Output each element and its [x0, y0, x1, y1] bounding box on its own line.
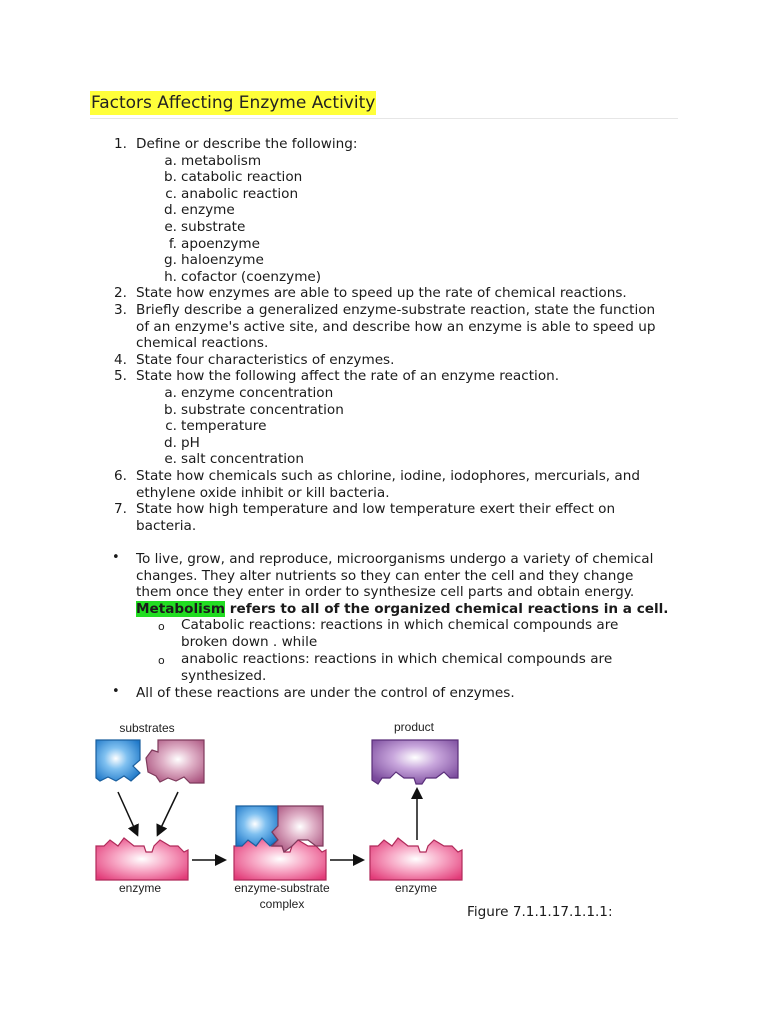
item-number: e. — [164, 451, 177, 468]
product-shape — [372, 740, 458, 784]
catabolic-line: broken down . while — [181, 634, 318, 650]
substrates-label: substrates — [119, 721, 175, 735]
item-text: temperature — [181, 418, 267, 435]
item-number: d. — [164, 202, 177, 219]
paragraph-line: changes. They alter nutrients so they can enter the cell and they change — [136, 567, 634, 584]
item-number: b. — [164, 169, 177, 186]
enzyme-label: enzyme — [394, 881, 438, 895]
figure-caption: Figure 7.1.1.17.1.1.1: — [467, 904, 613, 920]
paragraph-line: All of these reactions are under the control of enzymes. — [136, 685, 515, 701]
item-text: State how enzymes are able to speed up the rate of chemical reactions. — [136, 285, 627, 302]
complex-blue-substrate-shape — [236, 806, 278, 846]
bullet-marker: • — [112, 684, 120, 699]
item-number: h. — [164, 268, 177, 285]
arrow-icon — [118, 792, 137, 834]
item-number: b. — [164, 401, 177, 418]
item-text: enzyme concentration — [181, 385, 334, 401]
item-number: d. — [164, 434, 177, 451]
sub-bullet-marker: o — [158, 654, 165, 667]
item-number: a. — [164, 152, 177, 169]
item-text: of an enzyme's active site, and describe how an enzyme is able to speed up — [136, 318, 656, 335]
item-text: ethylene oxide inhibit or kill bacteria. — [136, 484, 390, 501]
item-number: 4. — [114, 351, 127, 368]
catabolic-line: Catabolic reactions: reactions in which chemical compounds are — [181, 617, 619, 633]
item-number: e. — [164, 219, 177, 235]
item-text: enzyme — [181, 202, 235, 219]
enzyme-label: enzyme — [118, 881, 162, 895]
item-text: metabolism — [181, 152, 262, 169]
complex-label-line2: complex — [259, 897, 305, 911]
enzyme-shape — [96, 838, 188, 880]
item-number: f. — [168, 235, 177, 252]
paragraph-line: them once they enter in order to synthesize cell parts and obtain energy. — [136, 584, 635, 601]
item-text: State how high temperature and low temperature exert their effect on — [136, 501, 616, 518]
item-text: State four characteristics of enzymes. — [136, 351, 395, 368]
item-text: pH — [181, 434, 200, 451]
item-text: salt concentration — [181, 451, 304, 468]
item-text: Define or describe the following: — [136, 136, 358, 152]
item-number: 1. — [114, 136, 127, 152]
item-number: 7. — [114, 501, 127, 518]
item-text: State how chemicals such as chlorine, iodine, iodophores, mercurials, and — [136, 468, 640, 484]
item-number: 2. — [114, 285, 127, 302]
item-number: c. — [165, 185, 177, 202]
item-text: catabolic reaction — [181, 169, 303, 186]
arrow-icon — [158, 792, 178, 834]
item-number: 6. — [114, 468, 127, 484]
complex-label-line1: enzyme-substrate — [234, 881, 330, 895]
item-text: Briefly describe a generalized enzyme-substrate reaction, state the function — [136, 302, 656, 318]
item-text: bacteria. — [136, 517, 197, 534]
sub-bullet-marker: o — [158, 620, 165, 633]
item-number: c. — [165, 418, 177, 435]
bullet-marker: • — [112, 550, 120, 565]
metabolism-highlight: Metabolism — [136, 600, 226, 617]
item-text: substrate concentration — [181, 401, 344, 418]
enzyme-shape — [370, 838, 462, 880]
product-label: product — [393, 720, 435, 734]
item-text: State how the following affect the rate of an enzyme reaction. — [136, 368, 560, 385]
item-number: 5. — [114, 368, 127, 385]
item-text: apoenzyme — [181, 235, 261, 252]
item-text: anabolic reaction — [181, 185, 299, 202]
item-text: chemical reactions. — [136, 335, 269, 352]
item-number: a. — [164, 385, 177, 401]
blue-substrate-shape — [96, 740, 140, 781]
item-number: 3. — [114, 302, 127, 318]
document-title: Factors Affecting Enzyme Activity — [91, 93, 376, 113]
anabolic-line: anabolic reactions: reactions in which chemical compounds are — [181, 651, 613, 667]
item-text: cofactor (coenzyme) — [181, 268, 322, 285]
item-text: haloenzyme — [181, 252, 264, 269]
paragraph-line: To live, grow, and reproduce, microorganisms undergo a variety of chemical — [136, 551, 654, 567]
mauve-substrate-shape — [146, 740, 204, 783]
item-text: substrate — [181, 219, 246, 235]
anabolic-line: synthesized. — [181, 668, 267, 684]
metabolism-definition-text: refers to all of the organized chemical reactions in a cell. — [225, 600, 669, 617]
item-number: g. — [164, 252, 177, 269]
